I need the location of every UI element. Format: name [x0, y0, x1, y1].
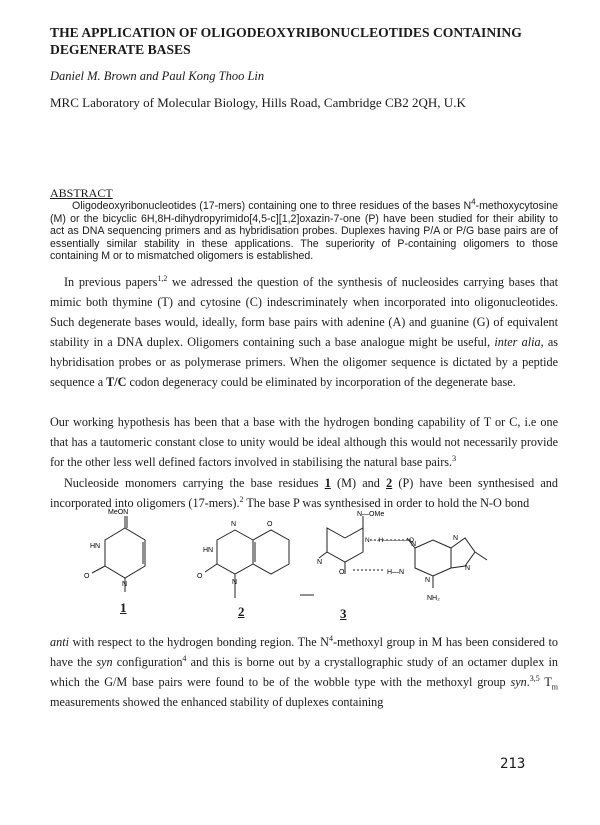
abstract-heading: ABSTRACT [50, 186, 113, 200]
s3-n-c: N [465, 565, 471, 572]
s2-n: N [232, 579, 238, 586]
s3-n-a: N [453, 535, 459, 542]
s1-n: N [122, 581, 128, 588]
page-number: 213 [500, 756, 526, 772]
s3-n-d: N [411, 541, 417, 548]
paragraph-3: Nucleoside monomers carrying the base residues 1 (M) and 2 (P) have been synthesised and incorporated into oligomers (17-mers).$^2$ The base P was synthesised in order to hold the N-O bond [50, 476, 558, 510]
s3-nh2: NH₂ [427, 595, 440, 602]
abstract-text: Oligodeoxyribonucleotides (17-mers) containing one to three residues of the bases $N^4$-methoxycytosine (M) or the bicyclic 6H,8H-dihydropyrimido[4,5-c][1,2]oxazin-7-one (P) have been studied for their ability to act as DNA sequencing primers and as hybridisation probes. Duplexes having P/A or P/G base pairs are of essentially similar stability in these applications. The superiority of P-containing oligomers to those containing M or to mismatched oligomers is established. [50, 197, 558, 263]
s3-hn: H—N [387, 569, 405, 576]
s2-n-top: N [231, 521, 237, 528]
paper-title: THE APPLICATION OF OLIGODEOXYRIBONUCLEOTIDES CONTAINING DEGENERATE BASES [50, 25, 522, 57]
s3-n-left: N [317, 559, 323, 566]
structure-3-diagram [315, 508, 515, 608]
s3-o-left: O [339, 569, 345, 576]
structure-1-diagram [70, 508, 180, 603]
s3-n-b: N [425, 577, 431, 584]
s1-hn: HN [90, 543, 101, 550]
s3-nh-bond: N····H————O [365, 537, 415, 544]
s2-hn: HN [203, 547, 214, 554]
s2-o-ring: O [267, 521, 273, 528]
s1-o: O [84, 573, 90, 580]
structure-1-label: 1 [120, 600, 127, 615]
s3-nome: N—OMe [357, 511, 385, 518]
chemical-structures [70, 508, 490, 626]
structure-2-diagram [195, 508, 305, 608]
s1-meon: MeON [108, 509, 129, 516]
structure-2-label: 2 [238, 604, 245, 619]
affiliation: MRC Laboratory of Molecular Biology, Hills Road, Cambridge CB2 2QH, U.K [50, 95, 466, 110]
paragraph-4: anti with respect to the hydrogen bonding region. The $N^4$-methoxyl group in M has been considered to have the syn configuration$^4$ and this is borne out by a crystallographic study of an octamer duplex in which the G/M base pairs were found to be of the wobble type with the methoxyl group syn.$^{3,5}$ $T_m$ measurements showed the enhanced stability of duplexes containing [50, 633, 558, 709]
s2-o: O [197, 573, 203, 580]
authors: Daniel M. Brown and Paul Kong Thoo Lin [50, 69, 265, 83]
structure-3-label: 3 [340, 606, 347, 621]
paragraph-1: In previous papers$^{1,2}$ we adressed the question of the synthesis of nucleosides carrying bases that mimic both thymine (T) and cytosine (C) indescriminately when incorporated into oligonucleotides. Such degenerate bases would, ideally, form base pairs with adenine (A) and guanine (G) of equivalent stability in a DNA duplex. Oligomers containing such a base analogue might be useful, inter alia, as hybridisation probes or as polymerase primers. When the oligomer sequence is dictated by a peptide sequence a T/C codon degeneracy could be eliminated by incorporation of the degenerate base. [50, 273, 559, 389]
paragraph-2: Our working hypothesis has been that a base with the hydrogen bonding capability of T or C, i.e one that has a tautomeric constant close to unity would be ideal although this would not necessarily provide for the other less well defined factors involved in stabilising the natural base pairs.$^3$ [50, 415, 558, 469]
